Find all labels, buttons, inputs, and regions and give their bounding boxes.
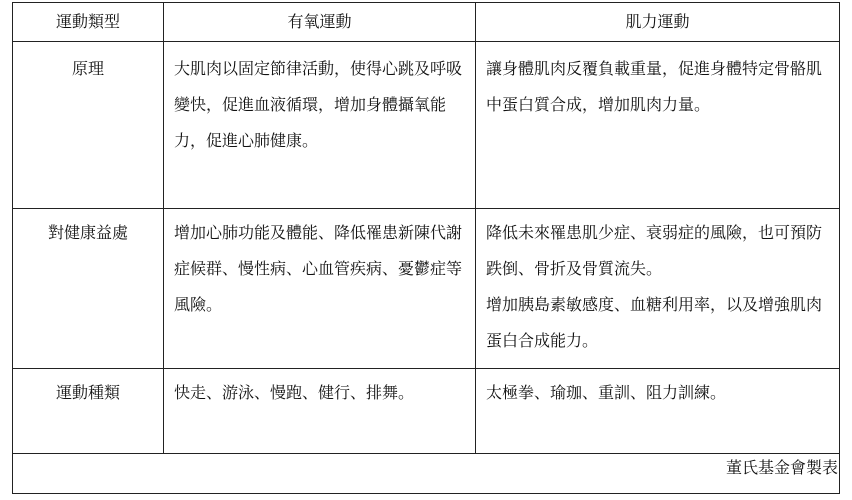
kinds-aerobic-text: 快走、游泳、慢跑、健行、排舞。 — [174, 383, 415, 402]
benefits-strength-text-1: 降低未來罹患肌少症、衰弱症的風險，也可預防跌倒、骨折及骨質流失。 — [486, 223, 823, 278]
row-divider-2 — [13, 368, 839, 369]
header-exercise-type: 運動類型 — [55, 12, 120, 31]
row-label-health-benefits: 對健康益處 — [47, 223, 128, 242]
benefits-aerobic-text: 增加心肺功能及體能、降低罹患新陳代謝症候群、慢性病、心血管疾病、憂鬱症等風險。 — [174, 223, 463, 314]
row-divider-3 — [13, 453, 839, 454]
row-divider-1 — [13, 208, 839, 209]
header-aerobic: 有氧運動 — [287, 12, 352, 31]
benefits-strength-text-2: 增加胰島素敏感度、血糖利用率，以及增強肌肉蛋白合成能力。 — [486, 295, 823, 350]
principle-strength-text: 讓身體肌肉反覆負載重量，促進身體特定骨骼肌中蛋白質合成，增加肌肉力量。 — [486, 59, 823, 114]
principle-aerobic-text: 大肌肉以固定節律活動，使得心跳及呼吸變快，促進血液循環，增加身體攝氧能力，促進心肺健康。 — [174, 59, 463, 150]
kinds-strength-text: 太極拳、瑜珈、重訓、阻力訓練。 — [486, 383, 727, 402]
row-label-exercise-kinds: 運動種類 — [55, 383, 120, 402]
row-label-principle: 原理 — [71, 59, 104, 78]
table-source-footer: 董氏基金會製表 — [725, 458, 838, 477]
row-divider-header — [13, 41, 839, 42]
header-strength: 肌力運動 — [625, 12, 690, 31]
comparison-table — [12, 2, 840, 494]
